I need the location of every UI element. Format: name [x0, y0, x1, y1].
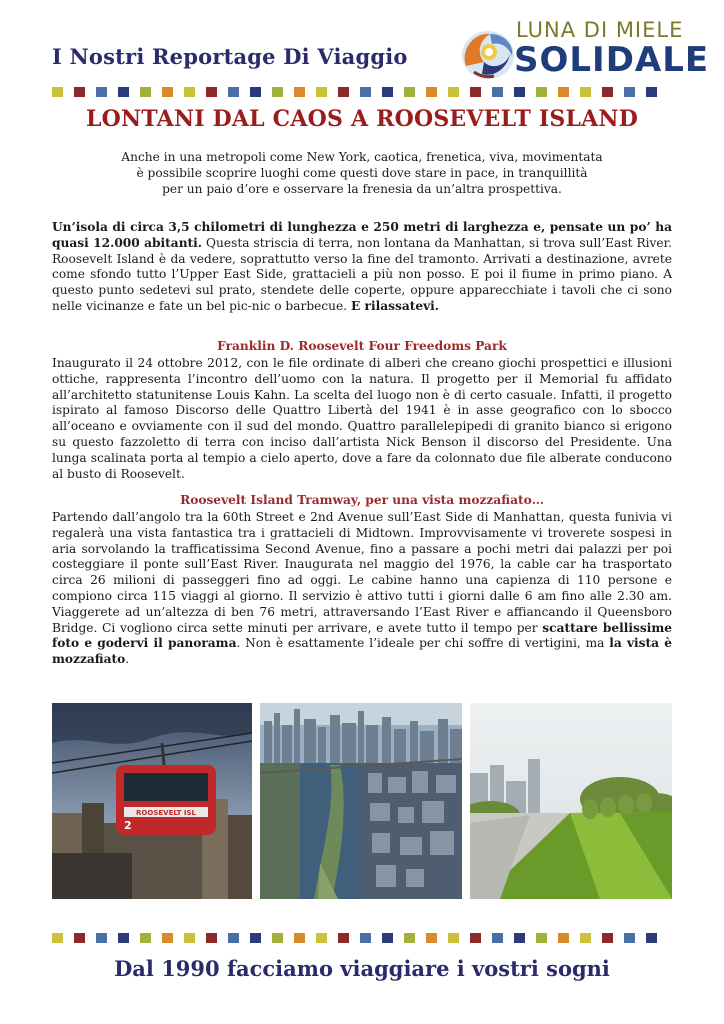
four-freedoms-park-photo — [470, 703, 672, 899]
divider-dash — [140, 933, 151, 943]
divider-dash — [228, 87, 239, 97]
divider-dash — [580, 933, 591, 943]
divider-dash — [52, 87, 63, 97]
bottom-divider — [52, 928, 672, 938]
divider-dash — [74, 87, 85, 97]
divider-dash — [272, 87, 283, 97]
section-2-highlight-2: la vista è mozzafiato — [52, 636, 672, 667]
divider-dash — [140, 87, 151, 97]
divider-dash — [536, 933, 547, 943]
divider-dash — [382, 87, 393, 97]
footer-slogan: Dal 1990 facciamo viaggiare i vostri sogni — [114, 956, 610, 981]
divider-dash — [206, 933, 217, 943]
divider-dash — [338, 933, 349, 943]
divider-dash — [470, 933, 481, 943]
top-divider — [52, 82, 672, 92]
logo-line1: LUNA DI MIELE — [516, 18, 684, 42]
divider-dash — [294, 87, 305, 97]
paragraph-1-body: Questa striscia di terra, non lontana da Manhattan, si trova sull’East River. Roosevelt Island è da vedere, soprattutto verso la fine del tramonto. Arrivati a destinazione, avrete come sfondo tutto l’Upper East Side, grattacieli a più non posso. E poi il fiume in primo piano. A questo punto sedetevi sul prato, stendete delle coperte, oppure apparecchiate i tavoli che ci sono nelle vicinanze e fate un bel pic-nic o barbecue. — [52, 235, 672, 313]
logo — [456, 18, 710, 86]
section-1-heading: Franklin D. Roosevelt Four Freedoms Park — [217, 339, 507, 353]
divider-dash — [624, 933, 635, 943]
divider-dash — [96, 87, 107, 97]
divider-dash — [118, 87, 129, 97]
divider-dash — [448, 933, 459, 943]
divider-dash — [646, 87, 657, 97]
tram-sign-text: ROOSEVELT ISL — [136, 809, 196, 817]
section-2-body: Partendo dall’angolo tra la 60th Street e 2nd Avenue sull’East Side di Manhattan, questa funivia vi regalerà una vista fantastica tra i grattacieli di Midtown. Improvvisamente vi troverete sospesi in aria sorvolando la trafficatissima Second Avenue, fino a passare a pochi metri dai palazzi per poi costeggiare il ponte sull’East River. Inaugurata nel maggio del 1976, la cable car ha trasportato circa 26 milioni di passeggeri fino ad oggi. Le cabine hanno una capienza di 110 persone e compiono circa 115 viaggi al giorno. Il servizio è attivo tutti i giorni dalle 6 am fino alle 2.30 am. Viaggerete ad un’altezza di ben 76 metri, attraversando l’East River e affiancando il Queensboro Bridge. Ci vogliono circa sette minuti per arrivare, e avete tutto il tempo per — [52, 510, 672, 635]
divider-dash — [602, 933, 613, 943]
section-2-end: . — [125, 652, 130, 667]
logo-line2: SOLIDALE — [514, 40, 710, 80]
section-1-text: Inaugurato il 24 ottobre 2012, con le file ordinate di alberi che creano giochi prospettici e illusioni ottiche, rappresenta l’incontro dell’uomo con la natura. Il progetto per il Memorial fu affidato all’architetto statunitense Louis Kahn. La scelta del luogo non è di certo casuale. Infatti, il progetto ispirato al famoso Discorso delle Quattro Libertà del 1941 è in asse geografico con lo sbocco all’oceano e ovviamente con il sud del mondo. Quattro parallelepipedi di granito bianco si erigono su questo fazzoletto di terra con inciso dall’artista Nick Benson il discorso del Presidente. Una lunga scalinata porta al tempio a cielo aperto, dove a fare da colonnato due file alberate conducono al busto di Roosevelt. — [52, 356, 672, 481]
divider-dash — [624, 87, 635, 97]
divider-dash — [118, 933, 129, 943]
divider-dash — [96, 933, 107, 943]
divider-dash — [228, 933, 239, 943]
divider-dash — [404, 87, 415, 97]
logo-swirl-icon — [456, 22, 520, 84]
tram-number: 2 — [124, 819, 132, 832]
section-2-highlight-1: scattare bellissime foto e godervi il panorama — [52, 620, 673, 651]
divider-dash — [74, 933, 85, 943]
section-2-text — [52, 510, 672, 668]
paragraph-1-lead: Un’isola di circa 3,5 chilometri di lunghezza e 250 metri di larghezza e, pensate un po’ ha quasi 12.000 abitanti. — [52, 220, 672, 250]
intro-line: Anche in una metropoli come New York, caotica, frenetica, viva, movimentata — [121, 150, 603, 164]
article-title: LONTANI DAL CAOS A ROOSEVELT ISLAND — [85, 106, 639, 132]
divider-dash — [162, 933, 173, 943]
divider-dash — [338, 87, 349, 97]
divider-dash — [514, 87, 525, 97]
divider-dash — [602, 87, 613, 97]
intro-line: è possibile scoprire luoghi come questi dove stare in pace, in tranquillità — [136, 165, 588, 180]
section-2-middle: . Non è esattamente l’ideale per chi soffre di vertigini, ma — [236, 636, 610, 651]
divider-dash — [250, 87, 261, 97]
divider-dash — [470, 87, 481, 97]
divider-dash — [382, 933, 393, 943]
divider-dash — [250, 933, 261, 943]
divider-dash — [316, 933, 327, 943]
divider-dash — [646, 933, 657, 943]
header-title: I Nostri Reportage Di Viaggio — [52, 44, 408, 69]
divider-dash — [426, 87, 437, 97]
intro-line: per un paio d’ore e osservare la frenesia da un’altra prospettiva. — [162, 181, 562, 196]
divider-dash — [426, 933, 437, 943]
divider-dash — [404, 933, 415, 943]
divider-dash — [558, 933, 569, 943]
divider-dash — [558, 87, 569, 97]
paragraph-1 — [52, 220, 672, 315]
intro-block — [80, 150, 644, 197]
divider-dash — [316, 87, 327, 97]
divider-dash — [536, 87, 547, 97]
divider-dash — [514, 933, 525, 943]
divider-dash — [360, 933, 371, 943]
divider-dash — [492, 933, 503, 943]
divider-dash — [360, 87, 371, 97]
divider-dash — [162, 87, 173, 97]
paragraph-1-closing: E rilassatevi. — [350, 298, 440, 313]
divider-dash — [448, 87, 459, 97]
divider-dash — [492, 87, 503, 97]
divider-dash — [184, 933, 195, 943]
tramway-photo — [52, 703, 252, 899]
aerial-island-photo — [260, 703, 462, 899]
divider-dash — [184, 87, 195, 97]
divider-dash — [52, 933, 63, 943]
divider-dash — [580, 87, 591, 97]
divider-dash — [294, 933, 305, 943]
divider-dash — [272, 933, 283, 943]
divider-dash — [206, 87, 217, 97]
section-2-heading: Roosevelt Island Tramway, per una vista mozzafiato… — [180, 493, 544, 507]
